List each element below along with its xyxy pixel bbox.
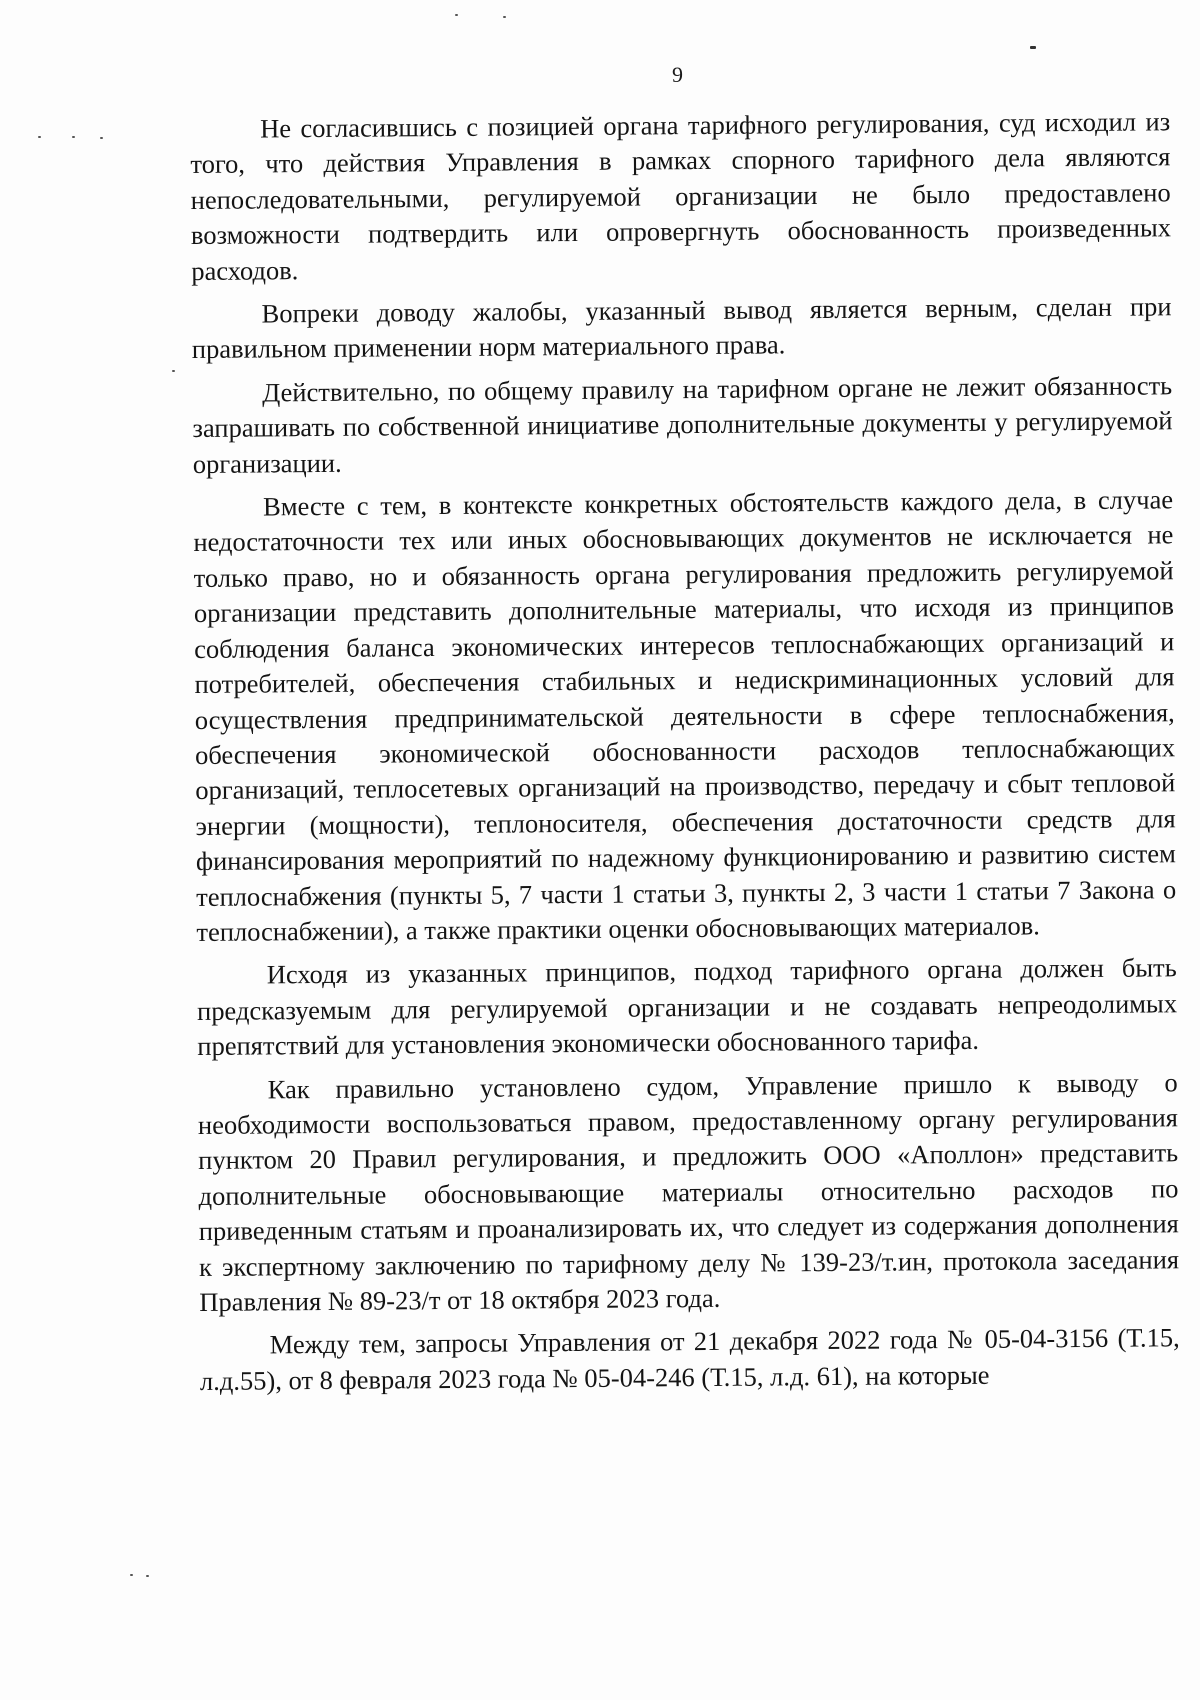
document-body <box>190 104 1180 1399</box>
scan-speck <box>503 16 506 18</box>
scan-speck <box>130 1574 133 1576</box>
scan-speck <box>172 370 175 372</box>
scan-speck <box>38 136 41 138</box>
paragraph: Не согласившись с позицией органа тарифного регулирования, суд исходил из того, что действия Управления в рамках спорного тарифного дела являются непоследовательными, регулируемой организации не было предоставлено возможности подтвердить или опровергнуть обоснованность произведенных расходов. <box>190 106 1172 286</box>
paragraph: Действительно, по общему правилу на тарифном органе не лежит обязанность запрашивать по собственной инициативе дополнительные документы у регулируемой организации. <box>192 370 1173 479</box>
paragraph: Вопреки доводу жалобы, указанный вывод является верным, сделан при правильном применении норм материального права. <box>191 291 1172 365</box>
scan-speck <box>455 14 458 16</box>
scan-speck <box>72 136 75 138</box>
paragraph: Между тем, запросы Управления от 21 декабря 2022 года № 05-04-3156 (Т.15, л.д.55), от 8 февраля 2023 года № 05-04-246 (Т.15, л.д. 61), на которые <box>199 1322 1180 1396</box>
scan-speck <box>100 137 103 139</box>
scan-speck <box>1030 46 1036 49</box>
paragraph: Исходя из указанных принципов, подход тарифного органа должен быть предсказуемым для регулируемой организации и не создавать непреодолимых препятствий для установления экономически обоснованного тарифа. <box>196 952 1178 1062</box>
scan-speck <box>146 1575 149 1577</box>
page-number: 9 <box>672 62 683 87</box>
paragraph: Вместе с тем, в контексте конкретных обстоятельств каждого дела, в случае недостаточности тех или иных обосновывающих документов не исключается не только право, но и обязанность органа регулирования предложить регулируемой организации представить дополнительные материалы, что исходя из принципов соблюдения баланса экономических интересов теплоснабжающих организаций и потребителей, обеспечения стабильных и недискриминационных условий для осуществления предпринимательской деятельности в сфере теплоснабжения, обеспечения экономической обоснованности расходов теплоснабжающих организаций, теплосетевых организаций на производство, передачу и сбыт тепловой энергии (мощности), теплоносителя, обеспечения достаточности средств для финансирования мероприятий по надежному функционированию и развитию систем теплоснабжения (пункты 5, 7 части 1 статьи 3, пункты 2, 3 части 1 статьи 7 Закона о теплоснабжении), а также практики оценки обосновывающих материалов. <box>193 484 1177 947</box>
paragraph: Как правильно установлено судом, Управление пришло к выводу о необходимости воспользоваться правом, предоставленному органу регулирования пунктом 20 Правил регулирования, и предложить ООО «Аполлон» представить дополнительные обосновывающие материалы относительно расходов по приведенным статьям и проанализировать их, что следует из содержания дополнения к экспертному заключению по тарифному делу № 139-23/т.ин, протокола заседания Правления № 89-23/т от 18 октября 2023 года. <box>197 1066 1180 1317</box>
